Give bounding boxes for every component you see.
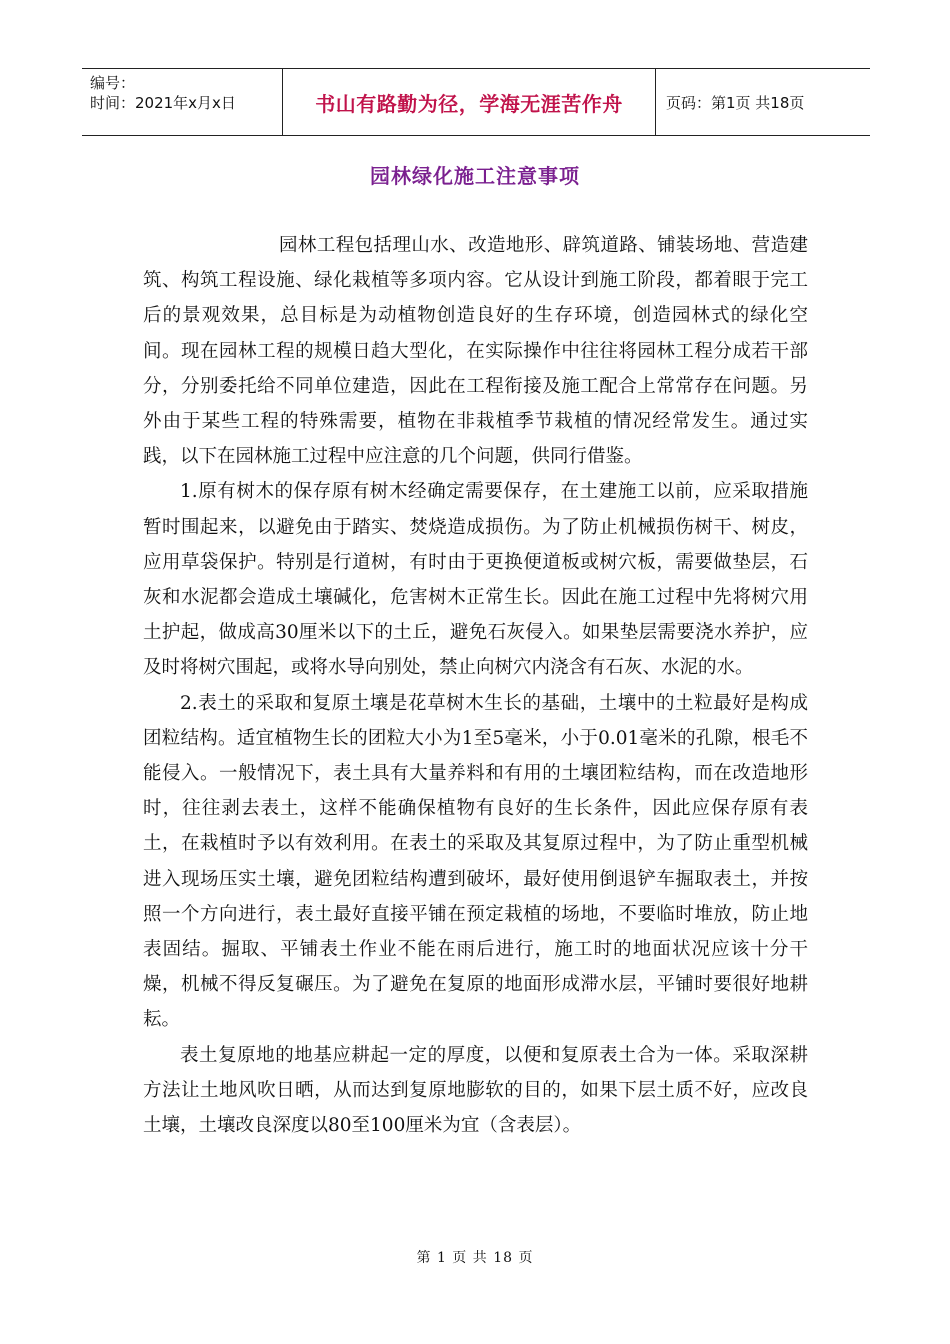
document-body (143, 228, 808, 1143)
paragraph-subsoil: 表土复原地的地基应耕起一定的厚度，以便和复原表土合为一体。采取深耕方法让土地风吹日晒，从而达到复原地膨软的目的，如果下层土质不好，应改良土壤，土壤改良深度以80至100厘米为宜（含表层）。 (143, 1044, 808, 1137)
document-number-label: 编号： (90, 74, 136, 92)
document-title: 园林绿化施工注意事项 (370, 164, 580, 188)
header-motto: 书山有路勤为径，学海无涯苦作舟 (282, 69, 656, 135)
paragraph-topsoil: 2.表土的采取和复原土壤是花草树木生长的基础，土壤中的土粒最好是构成团粒结构。适宜植物生长的团粒大小为1至5毫米，小于0.01毫米的孔隙，根毛不能侵入。一般情况下，表土具有大量养料和有用的土壤团粒结构，而在改造地形时，往往剥去表土，这样不能确保植物有良好的生长条件，因此应保存原有表土，在栽植时予以有效利用。在表土的采取及其复原过程中，为了防止重型机械进入现场压实土壤，避免团粒结构遭到破坏，最好使用倒退铲车掘取表土，并按照一个方向进行，表土最好直接平铺在预定栽植的场地，不要临时堆放，防止地表固结。掘取、平铺表土作业不能在雨后进行，施工时的地面状况应该十分干燥，机械不得反复碾压。为了避免在复原的地面形成滞水层，平铺时要很好地耕耘。 (143, 692, 808, 1031)
paragraph-intro: 园林工程包括理山水、改造地形、辟筑道路、铺装场地、营造建筑、构筑工程设施、绿化栽植等多项内容。它从设计到施工阶段，都着眼于完工后的景观效果，总目标是为动植物创造良好的生存环境，创造园林式的绿化空间。现在园林工程的规模日趋大型化，在实际操作中往往将园林工程分成若干部分，分别委托给不同单位建造，因此在工程衔接及施工配合上常常存在问题。另外由于某些工程的特殊需要，植物在非栽植季节栽植的情况经常发生。通过实践，以下在园林施工过程中应注意的几个问题，供同行借鉴。 (143, 235, 808, 468)
document-date-label: 时间：2021年x月x日 (90, 94, 236, 112)
header-page-info: 页码：第1页 共18页 (666, 93, 805, 112)
header-meta-cell (82, 69, 282, 135)
paragraph-tree-preservation: 1.原有树木的保存原有树木经确定需要保存，在土建施工以前，应采取措施暂时围起来，以避免由于踏实、焚烧造成损伤。为了防止机械损伤树干、树皮，应用草袋保护。特别是行道树，有时由于更换便道板或树穴板，需要做垫层，石灰和水泥都会造成土壤碱化，危害树木正常生长。因此在施工过程中先将树穴用土护起，做成高30厘米以下的土丘，避免石灰侵入。如果垫层需要浇水养护，应及时将树穴围起，或将水导向别处，禁止向树穴内浇含有石灰、水泥的水。 (143, 481, 808, 679)
header-table (82, 68, 870, 136)
page-footer: 第 1 页 共 18 页 (416, 1250, 534, 1266)
